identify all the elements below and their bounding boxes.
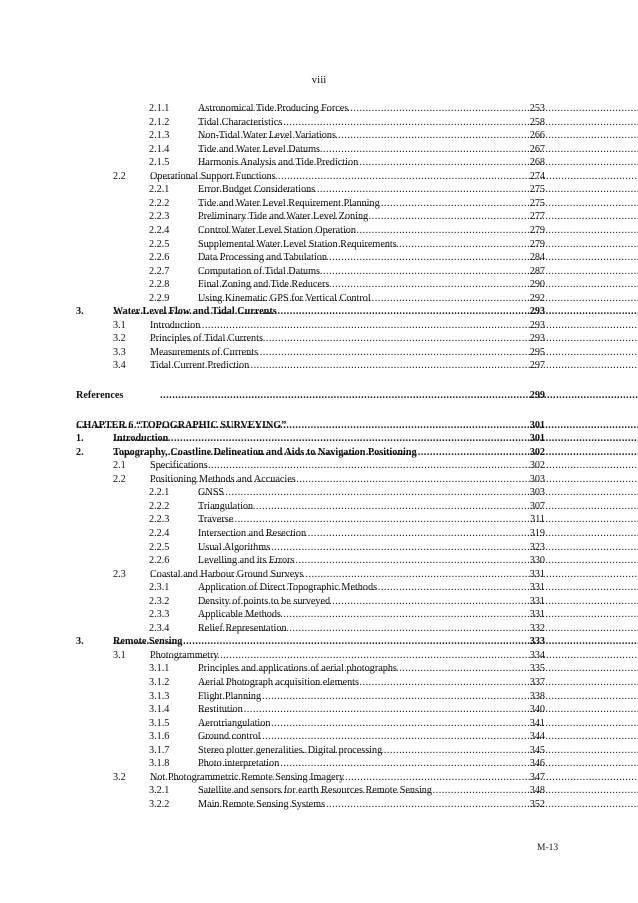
toc-entry xyxy=(0,389,638,403)
toc-entry-number: 2.2.1 xyxy=(149,184,170,196)
toc-entry xyxy=(0,292,638,306)
toc-entry-title-text: Harmonis Analysis and Tide Prediction xyxy=(198,157,359,169)
toc-entry-page: 279 xyxy=(529,224,545,236)
toc-entry-number: 2.2.6 xyxy=(149,252,170,264)
toc-entry xyxy=(0,432,638,446)
dot-leader xyxy=(198,292,638,306)
toc-entry-title-text: Topography, Coastline Delineation and Aids to Navigation Positioning xyxy=(113,446,417,458)
toc-entry xyxy=(0,473,638,487)
toc-entry-title-text: Application of Direct Topographic Methods xyxy=(198,582,378,594)
toc-entry-number: 2.3.4 xyxy=(149,622,170,634)
toc-entry-number: References xyxy=(76,390,124,401)
toc-entry-number: 2.2 xyxy=(113,170,126,182)
dot-leader xyxy=(198,608,638,622)
toc-entry xyxy=(0,156,638,170)
toc-entry-title-text: Water Level Flow and Tidal Currents xyxy=(113,306,277,318)
toc-entry-page: 303 xyxy=(529,487,545,499)
dot-leader xyxy=(150,332,638,346)
toc-entry-number: 2.2.8 xyxy=(149,279,170,291)
toc-entry-page: 275 xyxy=(529,184,545,196)
toc-entry-title-text: Non-Tidal Water Level Variations xyxy=(198,130,336,142)
toc-entry-page: 293 xyxy=(529,333,545,345)
dot-leader xyxy=(198,595,638,609)
toc-entry xyxy=(0,183,638,197)
toc-entry-page: 284 xyxy=(529,252,545,264)
toc-entry-page: 333 xyxy=(529,636,545,648)
dot-leader xyxy=(198,744,638,758)
toc-entry-page: 297 xyxy=(529,360,545,372)
toc-entry-number: 2.2 xyxy=(113,473,126,485)
dot-leader xyxy=(198,676,638,690)
dot-leader xyxy=(198,554,638,568)
toc-entry-title-text: Main Remote Sensing Systems xyxy=(198,798,326,810)
toc-entry-page: 299 xyxy=(529,390,545,401)
toc-entry-number: 3.1.1 xyxy=(149,663,170,675)
toc-entry-page: 268 xyxy=(529,157,545,169)
toc-entry xyxy=(0,703,638,717)
toc-entry-number: 2.2.4 xyxy=(149,224,170,236)
dot-leader xyxy=(198,730,638,744)
toc-entry-page: 287 xyxy=(529,265,545,277)
toc-entry-number: 2.2.3 xyxy=(149,514,170,526)
toc-entry xyxy=(0,251,638,265)
dot-leader xyxy=(113,446,638,460)
dot-leader xyxy=(198,581,638,595)
toc-entry xyxy=(0,554,638,568)
toc-entry xyxy=(0,595,638,609)
dot-leader xyxy=(198,197,638,211)
toc-entry xyxy=(0,265,638,279)
toc-entry-number: 2.2.1 xyxy=(149,487,170,499)
toc-entry-page: 277 xyxy=(529,211,545,223)
toc-entry-title-text: CHAPTER 6 “TOPOGRAPHIC SURVEYING” xyxy=(76,419,287,431)
toc-entry-page: 341 xyxy=(529,717,545,729)
toc-entry-number: 3.1.8 xyxy=(149,758,170,770)
toc-entry-number: 3.2.2 xyxy=(149,798,170,810)
toc-entry-page: 335 xyxy=(529,663,545,675)
toc-entry-number: 2.3.2 xyxy=(149,595,170,607)
dot-leader xyxy=(198,757,638,771)
dot-leader xyxy=(198,251,638,265)
toc-entry-number: 3.1.4 xyxy=(149,704,170,716)
toc-entry-page: 331 xyxy=(529,582,545,594)
dot-leader xyxy=(198,116,638,130)
dot-leader xyxy=(113,432,638,446)
toc-entry xyxy=(0,798,638,812)
toc-entry-title-text: Principles and applications of aerial photographs xyxy=(198,663,397,675)
toc-entry-title-text: Using Kinematic GPS for Vertical Control xyxy=(198,292,371,304)
dot-leader xyxy=(198,798,638,812)
toc-entry-title-text: Flight Planning xyxy=(198,690,262,702)
toc-entry xyxy=(0,676,638,690)
toc-entry-title-text: Photo interpretation xyxy=(198,758,280,770)
toc-entry-number: 2.1.4 xyxy=(149,143,170,155)
toc-entry-page: 340 xyxy=(529,704,545,716)
toc-entry-page: 346 xyxy=(529,758,545,770)
toc-entry-page: 331 xyxy=(529,568,545,580)
toc-entry-page: 344 xyxy=(529,731,545,743)
toc-entry xyxy=(0,581,638,595)
toc-entry-number: 3.2.1 xyxy=(149,785,170,797)
dot-leader xyxy=(76,419,638,433)
toc-entry-title-text: Introduction xyxy=(113,433,169,445)
toc-entry-title-text: Satellite and sensors for earth Resources Remote Sensing xyxy=(198,785,432,797)
toc-entry xyxy=(0,568,638,582)
toc-entry-title-text: Coastal and Harbour Ground Surveys xyxy=(150,568,304,580)
toc-entry-title-text: Computation of Tidal Datums xyxy=(198,265,320,277)
dot-leader xyxy=(160,389,638,403)
toc-entry-page: 347 xyxy=(529,771,545,783)
toc-entry-title-text: Not Photogrammetric Remote Sensing Imagery xyxy=(150,771,345,783)
toc-entry xyxy=(0,784,638,798)
dot-leader xyxy=(198,662,638,676)
toc-entry-title-text: Operational Support Functions xyxy=(150,170,276,182)
toc-entry-title-text: Intersection and Resection xyxy=(198,527,307,539)
toc-entry xyxy=(0,649,638,663)
toc-entry xyxy=(0,197,638,211)
dot-leader xyxy=(150,568,638,582)
dot-leader xyxy=(198,717,638,731)
toc-entry-page: 345 xyxy=(529,744,545,756)
toc-entry-number: 2.1.5 xyxy=(149,157,170,169)
toc-entry-page: 267 xyxy=(529,143,545,155)
toc-entry xyxy=(0,278,638,292)
toc-entry-number: 3.2 xyxy=(113,333,126,345)
toc-entry-page: 319 xyxy=(529,527,545,539)
toc-entry-title-text: Principles of Tidal Currents xyxy=(150,333,263,345)
toc-entry-number: 3.4 xyxy=(113,360,126,372)
dot-leader xyxy=(198,278,638,292)
toc-entry-title-text: Traverse xyxy=(198,514,234,526)
toc-entry-page: 293 xyxy=(529,319,545,331)
toc-entry-number: 2.2.9 xyxy=(149,292,170,304)
toc-entry xyxy=(0,717,638,731)
toc-entry xyxy=(0,419,638,433)
dot-leader xyxy=(198,156,638,170)
toc-entry-number: 2.2.6 xyxy=(149,555,170,567)
footer-page-ref: M-13 xyxy=(537,843,559,853)
toc-entry-title-text: Usual Algorithms xyxy=(198,541,271,553)
toc-entry-title-text: Levelling and its Errors xyxy=(198,555,295,567)
toc-entry-page: 331 xyxy=(529,595,545,607)
dot-leader xyxy=(150,170,638,184)
toc-entry-title-text: Photogrammetry xyxy=(150,649,219,661)
toc-entry xyxy=(0,486,638,500)
toc-entry xyxy=(0,744,638,758)
toc-entry-page: 266 xyxy=(529,130,545,142)
toc-entry-number: 2.2.5 xyxy=(149,238,170,250)
dot-leader xyxy=(198,129,638,143)
dot-leader xyxy=(150,771,638,785)
toc-entry-page: 337 xyxy=(529,677,545,688)
toc-entry xyxy=(0,446,638,460)
toc-entry xyxy=(0,541,638,555)
toc-entry xyxy=(0,305,638,319)
toc-entry-number: 3.1.7 xyxy=(149,744,170,756)
toc-entry-page: 279 xyxy=(529,238,545,250)
toc-entry-page: 295 xyxy=(529,346,545,358)
toc-entry xyxy=(0,359,638,373)
toc-entry-page: 338 xyxy=(529,690,545,702)
toc-entry-page: 274 xyxy=(529,170,545,182)
toc-entry-number: 3.1.6 xyxy=(149,731,170,743)
toc-entry-title-text: Data Processing and Tabulation xyxy=(198,252,327,264)
toc-entry-number: 2.2.3 xyxy=(149,211,170,223)
toc-entry-title-text: Tide and Water Level Datums xyxy=(198,143,320,155)
toc-entry-number: 3.1.2 xyxy=(149,677,170,688)
dot-leader xyxy=(113,305,638,319)
dot-leader xyxy=(198,210,638,224)
dot-leader xyxy=(150,459,638,473)
toc-entry xyxy=(0,332,638,346)
toc-entry-page: 275 xyxy=(529,197,545,209)
toc-entry-page: 301 xyxy=(529,433,545,445)
toc-entry xyxy=(0,690,638,704)
toc-entry-title-text: Control Water Level Station Operation xyxy=(198,224,356,236)
toc-entry xyxy=(0,143,638,157)
dot-leader xyxy=(198,622,638,636)
toc-entry-number: 3.1.3 xyxy=(149,690,170,702)
toc-entry-page: 253 xyxy=(529,103,545,114)
toc-entry xyxy=(0,662,638,676)
dot-leader xyxy=(198,183,638,197)
toc-entry-title-text: Error Budget Considerations xyxy=(198,184,316,196)
toc-entry-title-text: Specifications xyxy=(150,460,208,472)
dot-leader xyxy=(198,265,638,279)
dot-leader xyxy=(198,500,638,514)
toc-entry-number: 3.1 xyxy=(113,649,126,661)
toc-entry-number: 2.2.2 xyxy=(149,500,170,512)
toc-entry-title-text: Aerotriangulation xyxy=(198,717,271,729)
toc-entry-number: 3.1.5 xyxy=(149,717,170,729)
toc-entry-title-text: Aerial Photograph acquisition elements xyxy=(198,677,359,688)
toc-entry-page: 332 xyxy=(529,622,545,634)
toc-entry-title-text: GNSS xyxy=(198,487,225,499)
toc-entry-page: 258 xyxy=(529,116,545,128)
dot-leader xyxy=(150,473,638,487)
dot-leader xyxy=(198,238,638,252)
dot-leader xyxy=(198,102,638,116)
toc-entry-number: 3. xyxy=(76,306,84,318)
toc-entry-number: 2.1 xyxy=(113,460,126,472)
toc-entry-title-text: Relief Representation xyxy=(198,622,287,634)
toc-entry xyxy=(0,622,638,636)
toc-entry-title-text: Stereo plotter generalities. Digital processing xyxy=(198,744,383,756)
toc-entry-title-text: Measurements of Currents xyxy=(150,346,259,358)
toc-entry-page: 323 xyxy=(529,541,545,553)
toc-entry-number: 2.2.2 xyxy=(149,197,170,209)
dot-leader xyxy=(150,649,638,663)
toc-entry-title-text: Remote Sensing xyxy=(113,636,183,648)
toc-entry-number: 2.1.3 xyxy=(149,130,170,142)
toc-entry xyxy=(0,635,638,649)
toc-entry-title-text: Preliminary Tide and Water Level Zoning xyxy=(198,211,369,223)
dot-leader xyxy=(198,703,638,717)
dot-leader xyxy=(198,513,638,527)
toc-entry xyxy=(0,608,638,622)
toc-entry-title-text: Astronomical Tide Producing Forces xyxy=(198,103,349,114)
toc-entry xyxy=(0,459,638,473)
dot-leader xyxy=(198,541,638,555)
dot-leader xyxy=(198,143,638,157)
toc-entry-number: 1. xyxy=(76,433,84,445)
toc-entry xyxy=(0,224,638,238)
dot-leader xyxy=(150,346,638,360)
dot-leader xyxy=(150,319,638,333)
dot-leader xyxy=(198,690,638,704)
toc-entry xyxy=(0,238,638,252)
toc-entry xyxy=(0,500,638,514)
toc-entry-number: 3.2 xyxy=(113,771,126,783)
toc-entry-page: 292 xyxy=(529,292,545,304)
toc-entry-title-text: Applicable Methods xyxy=(198,609,281,621)
toc-entry-number: 2.3.1 xyxy=(149,582,170,594)
toc-entry-title-text: Ground control xyxy=(198,731,261,743)
toc-entry-title-text: Introduction xyxy=(150,319,201,331)
toc-entry xyxy=(0,129,638,143)
toc-entry-number: 3. xyxy=(76,636,84,648)
dot-leader xyxy=(198,486,638,500)
toc-entry-title-text: Density of points to be surveyed xyxy=(198,595,331,607)
dot-leader xyxy=(198,784,638,798)
toc-entry-number: 3.1 xyxy=(113,319,126,331)
toc-entry xyxy=(0,730,638,744)
toc-entry-page: 331 xyxy=(529,609,545,621)
toc-entry-number: 2.3 xyxy=(113,568,126,580)
toc-entry-page: 301 xyxy=(529,419,545,431)
toc-entry xyxy=(0,210,638,224)
toc-entry-title-text: Final Zoning and Tide Reducers xyxy=(198,279,330,291)
toc-entry-title-text: Tidal Current Prediction xyxy=(150,360,250,372)
toc-entry-page: 290 xyxy=(529,279,545,291)
toc-entry-number: 2.3.3 xyxy=(149,609,170,621)
toc-entry-title-text: Tide and Water Level Requirement Planning xyxy=(198,197,380,209)
toc-entry-number: 3.3 xyxy=(113,346,126,358)
toc-entry-page: 330 xyxy=(529,555,545,567)
toc-entry-page: 293 xyxy=(529,306,545,318)
toc-entry xyxy=(0,757,638,771)
toc-entry xyxy=(0,346,638,360)
dot-leader xyxy=(198,224,638,238)
toc-entry xyxy=(0,102,638,116)
dot-leader xyxy=(198,527,638,541)
toc-entry-number: 2. xyxy=(76,446,84,458)
toc-entry xyxy=(0,170,638,184)
toc-entry-number: 2.1.1 xyxy=(149,103,170,114)
toc-entry-number: 2.2.5 xyxy=(149,541,170,553)
toc-entry xyxy=(0,513,638,527)
toc-entry-number: 2.1.2 xyxy=(149,116,170,128)
toc-entry-page: 307 xyxy=(529,500,545,512)
toc-entry xyxy=(0,527,638,541)
toc-entry-title-text: Triangulation xyxy=(198,500,254,512)
dot-leader xyxy=(113,635,638,649)
toc-entry-page: 302 xyxy=(529,446,545,458)
toc-entry xyxy=(0,319,638,333)
toc-entry-number: 2.2.7 xyxy=(149,265,170,277)
toc-entry-number: 2.2.4 xyxy=(149,527,170,539)
toc-entry xyxy=(0,116,638,130)
toc-entry-page: 348 xyxy=(529,785,545,797)
dot-leader xyxy=(150,359,638,373)
toc-entry-title-text: Tidal Characteristics xyxy=(198,116,283,128)
toc-entry-title-text: Restitution xyxy=(198,704,243,716)
toc-entry xyxy=(0,771,638,785)
toc-entry-page: 303 xyxy=(529,473,545,485)
toc-entry-page: 334 xyxy=(529,649,545,661)
page-number: viii xyxy=(311,74,327,86)
toc-entry-title-text: Supplemental Water Level Station Requirements xyxy=(198,238,397,250)
toc-entry-title-text: Positioning Methods and Accuacies xyxy=(150,473,296,485)
toc-entry-page: 302 xyxy=(529,460,545,472)
toc-entry-page: 352 xyxy=(529,798,545,810)
toc-entry-page: 311 xyxy=(530,514,545,526)
